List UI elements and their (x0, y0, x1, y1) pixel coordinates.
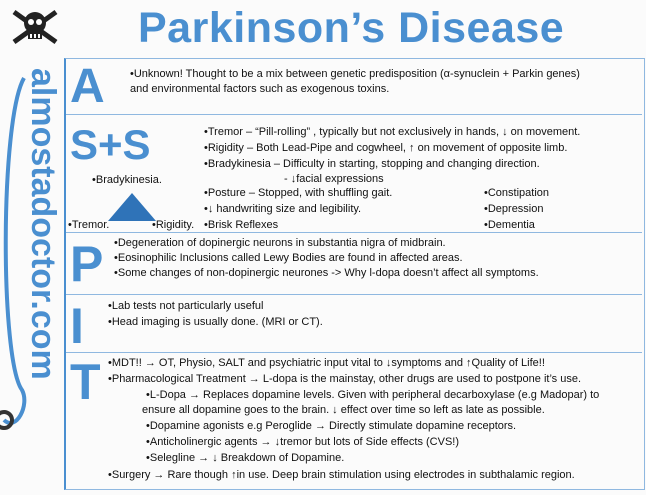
triad-label-top: •Bradykinesia. (92, 174, 162, 186)
text-line: •Surgery → Rare though ↑in use. Deep brain stimulation using electrodes in subthalamic region. (108, 469, 575, 481)
text-line: - ↓facial expressions (284, 173, 384, 185)
section-letter: T (70, 354, 101, 410)
triad-label-right: •Rigidity. (152, 219, 195, 231)
section-letter: S+S (70, 121, 151, 168)
stethoscope-icon (4, 78, 24, 423)
section-pathology (66, 232, 642, 295)
symptom-item: •Constipation (484, 187, 550, 199)
text-line: •Lab tests not particularly useful (108, 300, 264, 312)
text-line: •Pharmacological Treatment → L-dopa is the mainstay, other drugs are used to postpone it’s use. (108, 373, 582, 385)
text-line: •↓ handwriting size and legibility. (204, 203, 362, 215)
text-line: •Dopamine agonists e.g Peroglide → Directly stimulate dopamine receptors. (146, 420, 517, 432)
section-letter: P (70, 236, 104, 292)
text-line: ensure all dopamine goes to the brain. ↓ effect over time so left as late as possible. (142, 404, 545, 416)
section-treatment (66, 352, 642, 489)
text-line: •Unknown! Thought to be a mix between genetic predisposition (α-synuclein + Parkin genes) (130, 68, 580, 80)
site-vertical-banner (0, 60, 62, 440)
symptom-item: •Dementia (484, 219, 535, 231)
text-line: •Posture – Stopped, with shuffling gait. (204, 187, 393, 199)
text-line: •Anticholinergic agents → ↓tremor but lots of Side effects (CVS!) (146, 436, 460, 448)
section-investigations (66, 294, 642, 353)
triad-triangle-icon (108, 193, 156, 223)
section-aetiology (66, 58, 642, 115)
section-signs-symptoms (66, 114, 642, 233)
text-line: •Degeneration of dopinergic neurons in substantia nigra of midbrain. (114, 237, 446, 249)
text-line: •Head imaging is usually done. (MRI or CT). (108, 316, 323, 328)
symptom-item: •Depression (484, 203, 544, 215)
text-line: •Some changes of non-dopinergic neurones -> Why l-dopa doesn’t affect all symptoms. (114, 267, 539, 279)
site-name: almostadoctor.com (24, 68, 62, 380)
text-line: •Tremor – “Pill-rolling” , typically but not exclusively in hands, ↓ on movement. (204, 126, 581, 138)
section-letter: I (70, 298, 84, 354)
text-line: •MDT!! → OT, Physio, SALT and psychiatric input vital to ↓symptoms and ↑Quality of Life!! (108, 357, 545, 369)
triad-label-left: •Tremor. (68, 219, 110, 231)
text-line: and environmental factors such as exogenous toxins. (130, 83, 390, 95)
text-line: •L-Dopa → Replaces dopamine levels. Given with peripheral decarboxylase (e.g Madopar) to (146, 389, 600, 401)
text-line: •Brisk Reflexes (204, 219, 279, 231)
text-line: •Bradykinesia – Difficulty in starting, stopping and changing direction. (204, 158, 540, 170)
section-letter: A (70, 60, 105, 113)
page-title: Parkinson’s Disease (138, 4, 565, 52)
text-line: •Selegline → ↓ Breakdown of Dopamine. (146, 452, 345, 464)
text-line: •Eosinophilic Inclusions called Lewy Bodies are found in affected areas. (114, 252, 463, 264)
text-line: •Rigidity – Both Lead-Pipe and cogwheel, ↑ on movement of opposite limb. (204, 142, 568, 154)
skull-crossbones-icon (6, 6, 64, 48)
